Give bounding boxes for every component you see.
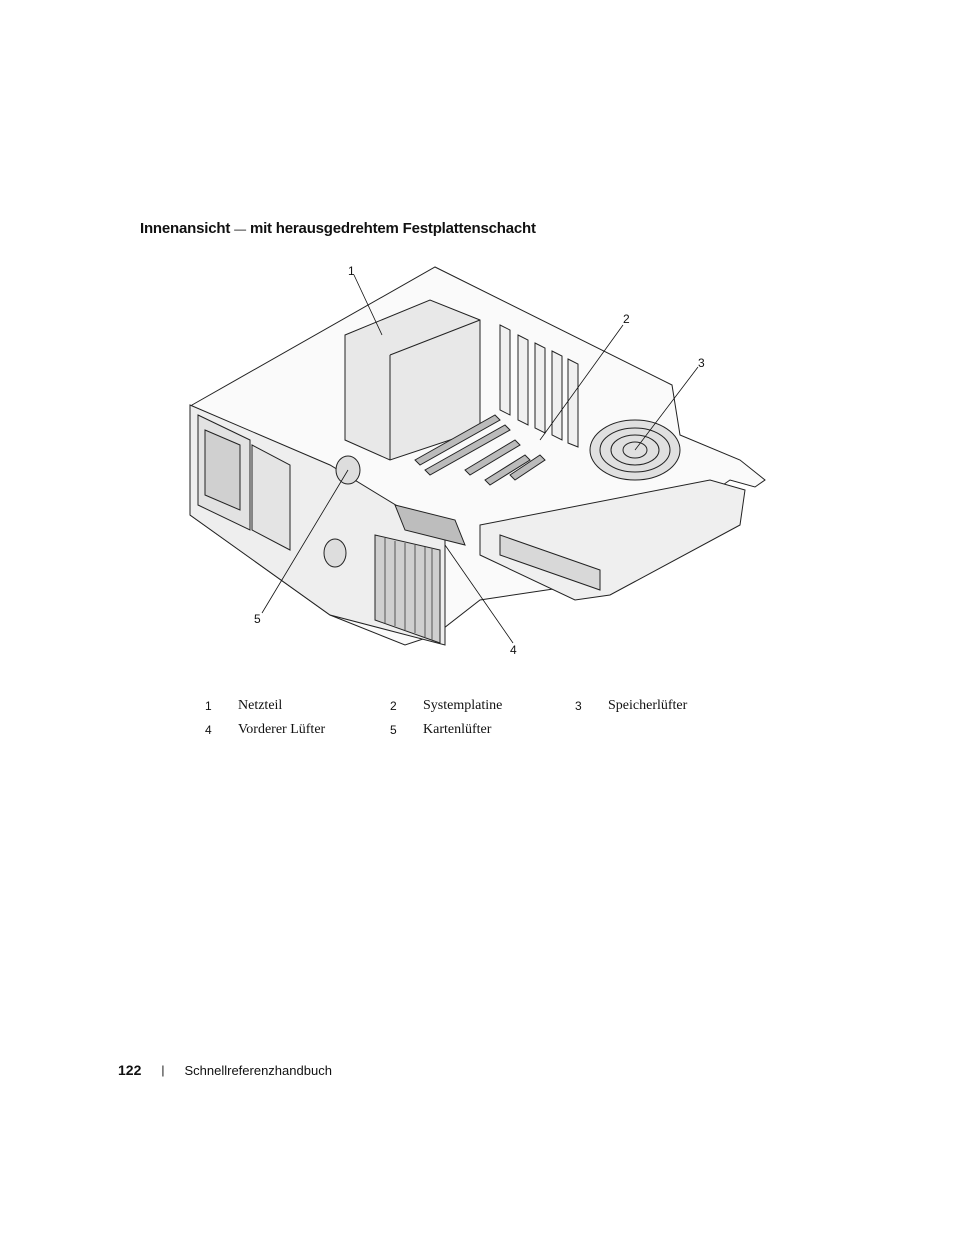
heading-part-2: mit herausgedrehtem Festplattenschacht — [249, 220, 536, 237]
legend-number: 5 — [390, 723, 397, 737]
section-heading — [140, 220, 536, 237]
document-title: Schnellreferenzhandbuch — [184, 1062, 332, 1078]
footer-separator: | — [161, 1063, 165, 1077]
legend-label: Systemplatine — [423, 698, 503, 713]
legend-number: 4 — [205, 723, 212, 737]
page-footer — [118, 1062, 332, 1078]
callout-4: 4 — [510, 643, 517, 657]
chassis-drawing — [190, 267, 765, 645]
legend-label: Netzteil — [238, 698, 283, 713]
callout-5: 5 — [254, 612, 261, 626]
legend-label: Vorderer Lüfter — [238, 722, 326, 737]
callout-2: 2 — [623, 312, 630, 326]
legend-number: 2 — [390, 699, 397, 713]
legend-number: 1 — [205, 699, 212, 713]
callout-1: 1 — [348, 264, 355, 278]
legend-label: Speicherlüfter — [608, 698, 688, 713]
heading-part-1: Innenansicht — [140, 220, 231, 237]
legend-number: 3 — [575, 699, 582, 713]
legend-row — [205, 718, 765, 742]
figure-legend — [205, 694, 765, 742]
computer-interior-illustration — [180, 255, 780, 665]
page-number: 122 — [118, 1062, 142, 1078]
legend-row — [205, 694, 765, 718]
heading-dash: — — [234, 222, 246, 236]
legend-label: Kartenlüfter — [423, 722, 492, 737]
callout-3: 3 — [698, 356, 705, 370]
